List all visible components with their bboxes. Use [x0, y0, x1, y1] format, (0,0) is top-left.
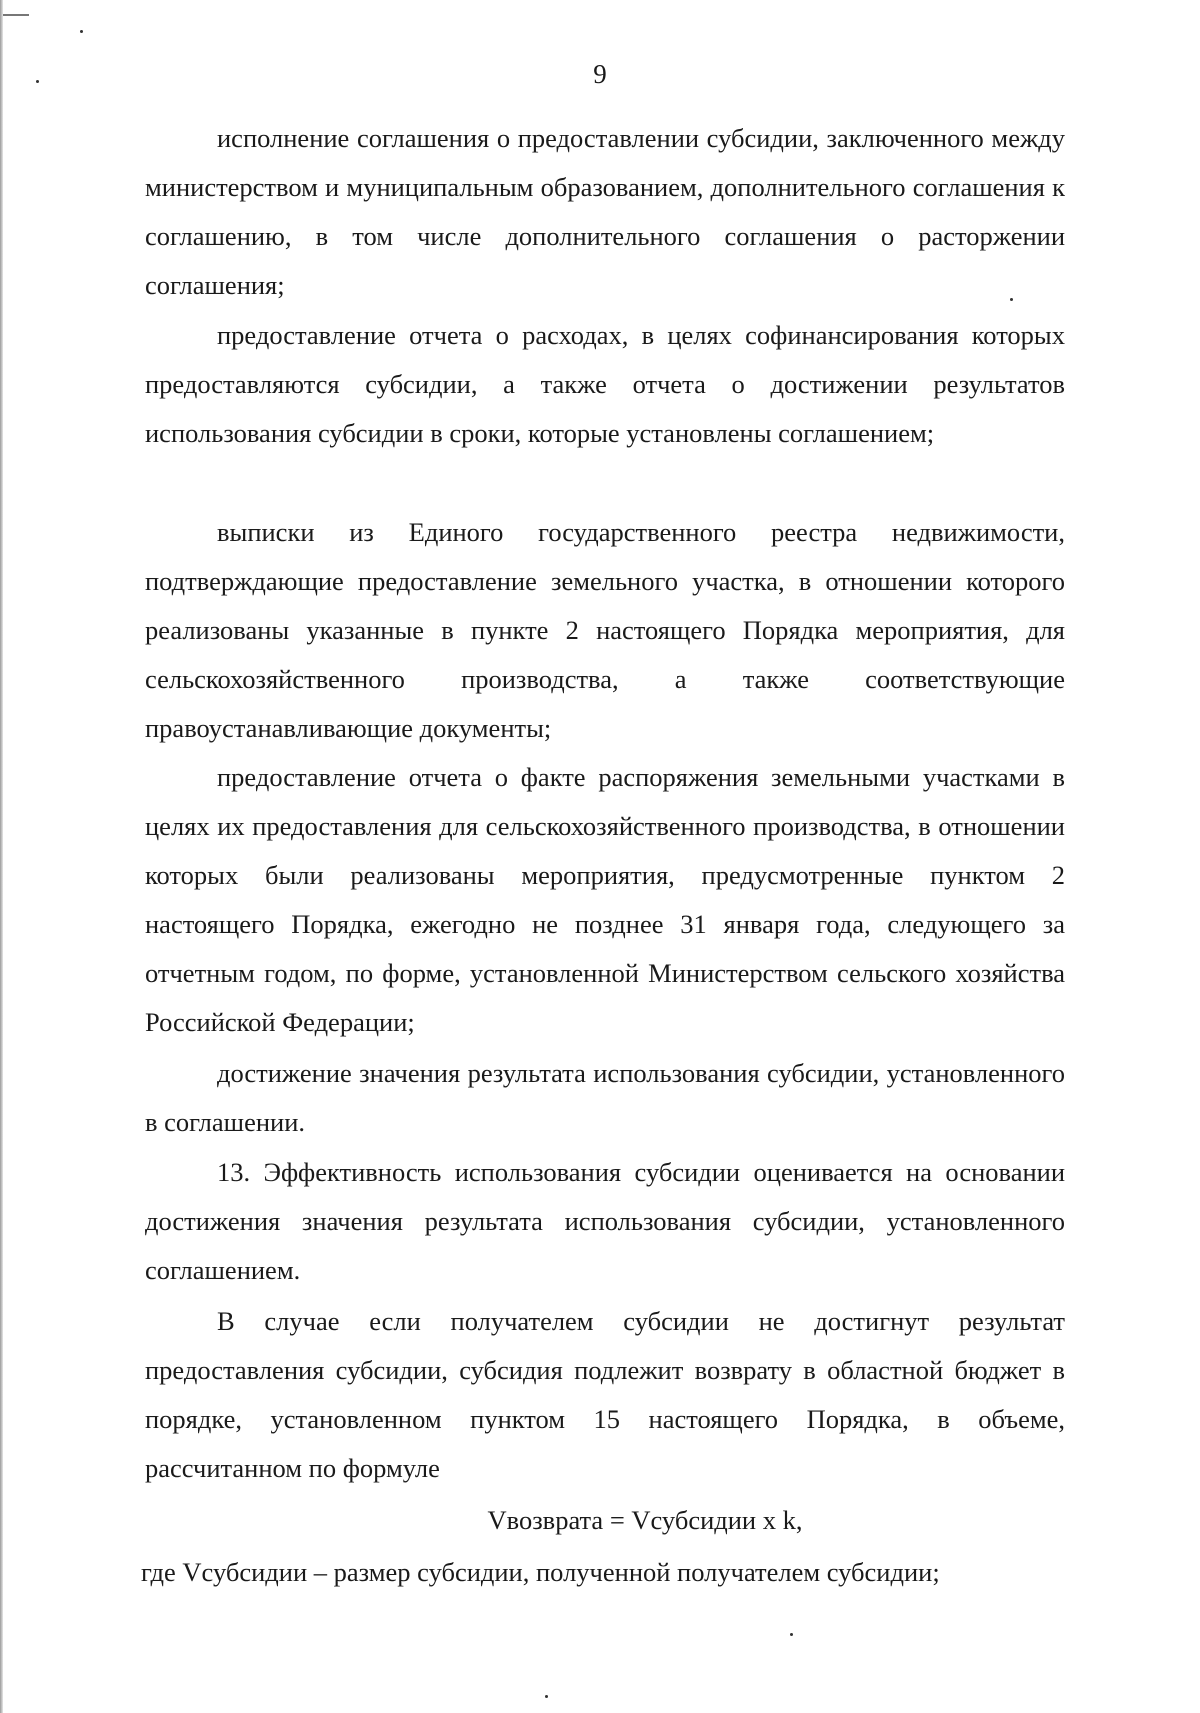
paragraph-registry-extracts: выписки из Единого государственного реестра недвижимости, подтверждающие предоставление земельного участка, в отношении которого реализованы указанные в пункте 2 настоящего Порядка мероприятия, для сельскохозяйственного производства, а также соответствующие правоустанавливающие документы; [145, 517, 1065, 743]
formula-definition: где Vсубсидии – размер субсидии, полученной получателем субсидии; [141, 1557, 940, 1587]
paragraph-land-disposal-report: предоставление отчета о факте распоряжения земельными участками в целях их предоставления для сельскохозяйственного производства, в отношении которых были реализованы мероприятия, предусмотренные пунктом 2 настоящего Порядка, ежегодно не позднее 31 января года, следующего за отчетным годом, по форме, установленной Министерством сельского хозяйства Российской Федерации; [145, 762, 1065, 1037]
paragraph-agreement-execution: исполнение соглашения о предоставлении субсидии, заключенного между министерством и муниципальным образованием, дополнительного соглашения к соглашению, в том числе дополнительного соглашения о расторжении соглашения; [145, 123, 1065, 300]
scan-edge [0, 0, 3, 1713]
paragraph-result-achievement: достижение значения результата использования субсидии, установленного в соглашении. [145, 1058, 1065, 1137]
refund-formula: Vвозврата = Vсубсидии x k, [487, 1505, 803, 1535]
scan-speck [790, 1633, 793, 1636]
page-number: 9 [593, 59, 607, 89]
scan-mark [3, 14, 29, 16]
paragraph-item-13: 13. Эффективность использования субсидии оценивается на основании достижения значения результата использования субсидии, установленного соглашением. [145, 1157, 1065, 1285]
paragraph-refund-case: В случае если получателем субсидии не достигнут результат предоставления субсидии, субсидия подлежит возврату в областной бюджет в порядке, установленном пунктом 15 настоящего Порядка, в объеме, рассчитанном по формуле [145, 1306, 1065, 1483]
scan-speck [80, 30, 83, 33]
paragraph-expense-report: предоставление отчета о расходах, в целях софинансирования которых предоставляются субсидии, а также отчета о достижении результатов использования субсидии в сроки, которые установлены соглашением; [145, 320, 1065, 448]
scan-speck [545, 1695, 548, 1698]
scan-speck [1010, 298, 1013, 301]
